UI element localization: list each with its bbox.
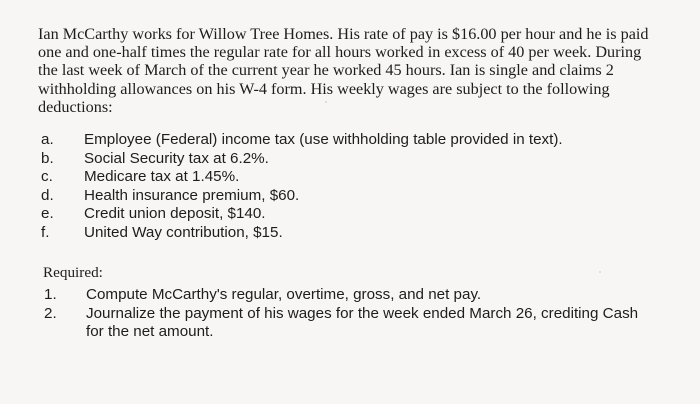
paper-speck — [599, 271, 601, 273]
required-item-1 — [38, 286, 666, 305]
deduction-item-e — [38, 205, 666, 224]
deduction-text: United Way contribution, $15. — [84, 223, 283, 241]
deduction-item-c — [38, 168, 666, 187]
deduction-item-b — [38, 150, 666, 169]
deduction-text: Social Security tax at 6.2%. — [84, 149, 269, 167]
deduction-text: Medicare tax at 1.45%. — [84, 168, 240, 186]
list-marker: d. — [41, 186, 54, 204]
deduction-item-d — [38, 187, 666, 206]
required-text: Journalize the payment of his wages for the week ended March 26, crediting Cash for the net amount. — [86, 304, 639, 341]
deduction-item-f — [38, 224, 666, 243]
paper-speck — [325, 101, 327, 103]
list-marker: 2. — [44, 304, 57, 322]
list-marker: e. — [41, 205, 54, 223]
list-marker: b. — [41, 149, 54, 167]
problem-intro: Ian McCarthy works for Willow Tree Homes. His rate of pay is $16.00 per hour and he is paid one and one-half times the regular rate for all hours worked in excess of 40 per week. During the last week of March of the current year he worked 45 hours. Ian is single and claims 2 withholding allowances on his W-4 form. His weekly wages are subject to the following deductions: — [38, 25, 649, 116]
deduction-text: Credit union deposit, $140. — [84, 205, 266, 223]
deduction-text: Health insurance premium, $60. — [84, 186, 300, 204]
list-marker: f. — [41, 223, 50, 241]
required-list — [38, 286, 666, 342]
required-item-2 — [38, 305, 666, 342]
required-heading: Required: — [43, 264, 103, 282]
required-text: Compute McCarthy's regular, overtime, gross, and net pay. — [86, 286, 482, 304]
list-marker: 1. — [44, 286, 57, 304]
list-marker: c. — [41, 168, 53, 186]
deduction-text: Employee (Federal) income tax (use withholding table provided in text). — [84, 131, 563, 149]
deductions-list — [38, 131, 666, 242]
deduction-item-a — [38, 131, 666, 150]
list-marker: a. — [41, 131, 54, 149]
